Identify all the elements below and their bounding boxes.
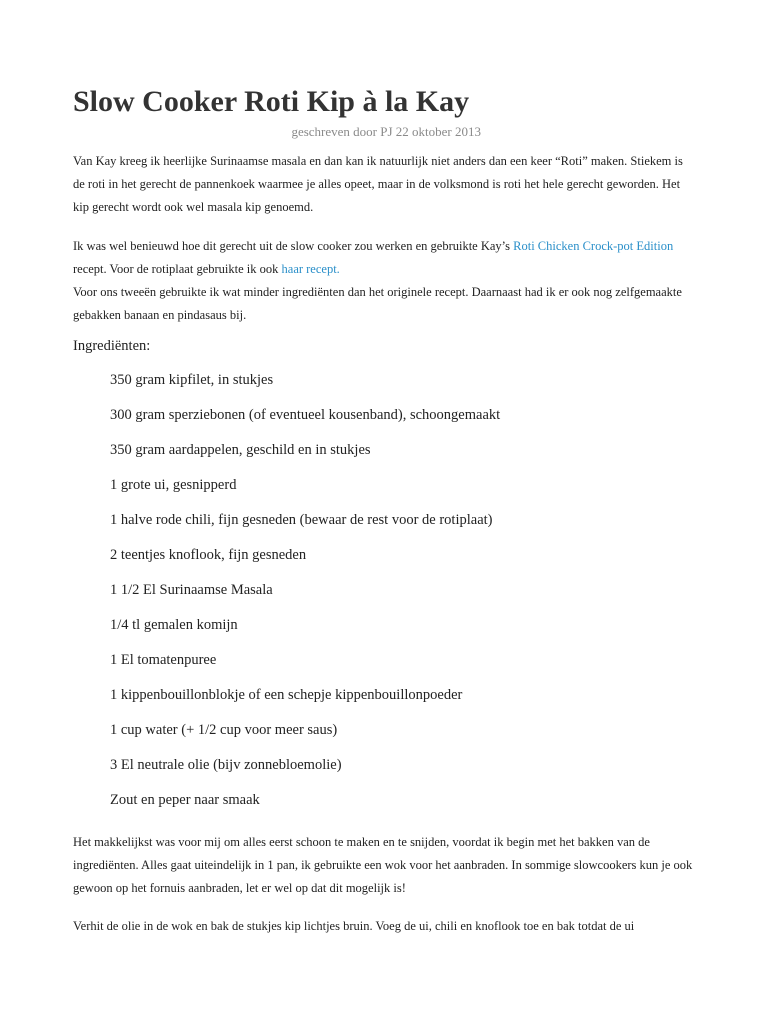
quantity-paragraph: Voor ons tweeën gebruikte ik wat minder ingrediënten dan het originele recept. Daarnaast had ik er ook nog zelfgemaakte gebakken banaan en pindasaus bij. [73, 285, 682, 322]
article-byline: geschreven door PJ 22 oktober 2013 [291, 124, 481, 139]
ingredient-item: 1 cup water (+ 1/2 cup voor meer saus) [110, 722, 338, 738]
ingredient-item: 1 1/2 El Surinaamse Masala [110, 582, 273, 598]
cooking-paragraph: Verhit de olie in de wok en bak de stukjes kip lichtjes bruin. Voeg de ui, chili en knoflook toe en bak totdat de ui [73, 919, 635, 933]
ingredient-item: Zout en peper naar smaak [110, 792, 260, 808]
ingredient-item: 1 El tomatenpuree [110, 652, 217, 668]
source-text-before: Ik was wel benieuwd hoe dit gerecht uit de slow cooker zou werken en gebruikte Kay’s [73, 239, 514, 253]
preparation-paragraph: Het makkelijkst was voor mij om alles eerst schoon te maken en te snijden, voordat ik begin met het bakken van de ingrediënten. Alles gaat uiteindelijk in 1 pan, ik gebruikte een wok voor het aanbraden. In sommige slowcookers kun je ook gewoon op het fornuis aanbraden, let er wel op dat dit mogelijk is! [73, 835, 693, 895]
rotiplaat-recipe-link[interactable]: haar recept. [281, 262, 340, 276]
source-paragraph [73, 235, 695, 281]
ingredient-item: 350 gram aardappelen, geschild en in stukjes [110, 442, 371, 458]
roti-chicken-recipe-link[interactable]: Roti Chicken Crock-pot Edition [513, 239, 674, 253]
ingredient-item: 3 El neutrale olie (bijv zonnebloemolie) [110, 757, 342, 773]
intro-paragraph: Van Kay kreeg ik heerlijke Surinaamse masala en dan kan ik natuurlijk niet anders dan een keer “Roti” maken. Stiekem is de roti in het gerecht de pannenkoek waarmee je alles opeet, maar in de volksmond is roti het hele gerecht geworden. Het kip gerecht wordt ook wel masala kip genoemd. [73, 154, 683, 214]
ingredient-item: 300 gram sperziebonen (of eventueel kousenband), schoongemaakt [110, 407, 501, 423]
ingredients-list [110, 370, 500, 825]
ingredient-item: 2 teentjes knoflook, fijn gesneden [110, 547, 307, 563]
ingredient-item: 1/4 tl gemalen komijn [110, 617, 238, 633]
ingredient-item: 1 halve rode chili, fijn gesneden (bewaar de rest voor de rotiplaat) [110, 512, 493, 528]
ingredients-heading: Ingrediënten: [73, 338, 151, 354]
source-text-middle: recept. Voor de rotiplaat gebruikte ik ook [73, 262, 282, 276]
article-title: Slow Cooker Roti Kip à la Kay [73, 85, 470, 118]
ingredient-item: 350 gram kipfilet, in stukjes [110, 372, 274, 388]
ingredient-item: 1 kippenbouillonblokje of een schepje kippenbouillonpoeder [110, 687, 463, 703]
ingredient-item: 1 grote ui, gesnipperd [110, 477, 237, 493]
